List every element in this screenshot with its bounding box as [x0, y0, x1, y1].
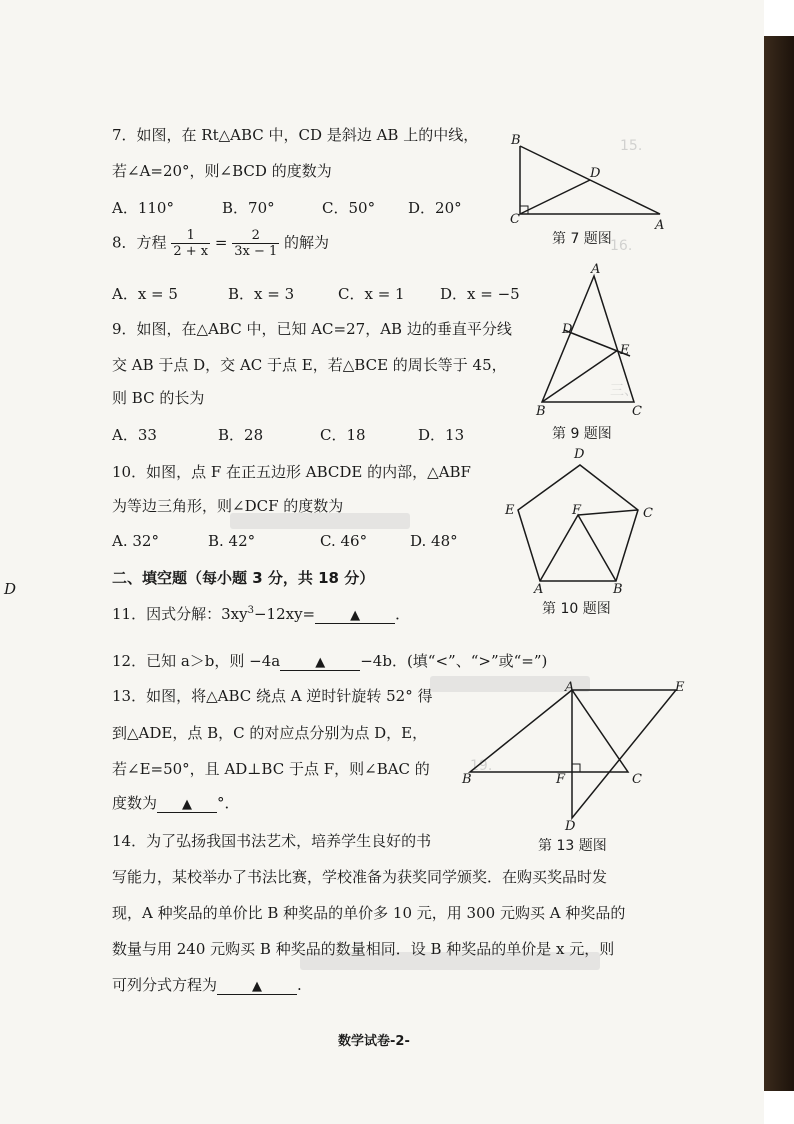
- q7-option-d: D．20°: [408, 199, 462, 217]
- q14-answer-blank[interactable]: ▲: [217, 979, 297, 995]
- q9-stem-line3: 则 BC 的长为: [112, 389, 205, 407]
- q14-stem-line2: 写能力，某校举办了书法比赛，学校准备为获奖同学颁奖．在购买奖品时发: [112, 868, 608, 886]
- q8-option-a: A．x = 5: [112, 285, 178, 303]
- q10-option-a: A. 32°: [112, 532, 159, 550]
- q7-option-a: A．110°: [112, 199, 174, 217]
- q9-option-c: C．18: [320, 426, 366, 444]
- book-spine-shadow: [764, 36, 794, 1091]
- section-fill-in-title: 二、填空题（每小题 3 分，共 18 分）: [112, 569, 375, 587]
- side-margin-mark: D: [4, 580, 17, 598]
- q9-stem-line1: 9．如图，在△ABC 中，已知 AC=27，AB 边的垂直平分线: [112, 320, 512, 338]
- q9-option-a: A．33: [112, 426, 157, 444]
- q14-stem-line3: 现，A 种奖品的单价比 B 种奖品的单价多 10 元，用 300 元购买 A 种奖品的: [112, 904, 626, 922]
- q8-stem: 8．方程 $\frac{1}{2 + x}$ = $\frac{2}{3x - 1}$ 的解为: [112, 228, 330, 259]
- q14-stem-line5: 可列分式方程为 ▲ .: [112, 976, 302, 994]
- q11-stem: 11．因式分解：$3xy^3-12xy=$ ▲ ．: [112, 605, 411, 623]
- q13-caption: 第 13 题图: [538, 838, 607, 854]
- q9-figure: [530, 268, 660, 413]
- q9-label-c: C: [632, 404, 642, 419]
- q7-option-c: C．50°: [322, 199, 376, 217]
- bleed-through-text: 15.: [620, 138, 643, 154]
- q12-answer-blank[interactable]: ▲: [280, 655, 360, 671]
- q7-label-d: D: [590, 166, 601, 181]
- q13-answer-blank[interactable]: ▲: [157, 797, 217, 813]
- q13-label-b: B: [462, 772, 472, 787]
- bleed-through-text: 19.: [470, 758, 493, 774]
- q10-option-c: C. 46°: [320, 532, 368, 550]
- q7-figure: [500, 130, 680, 235]
- q13-label-f: F: [556, 772, 566, 787]
- q13-label-c: C: [632, 772, 642, 787]
- q10-label-d: D: [574, 447, 585, 462]
- q8-fraction-right: $\frac{2}{3x - 1}$: [234, 228, 278, 259]
- q7-label-c: C: [510, 212, 520, 227]
- q12-stem: 12．已知 a＞b，则 −4a ▲ −4b．(填“<”、“>”或“=”): [112, 652, 548, 670]
- q9-stem-line2: 交 AB 于点 D，交 AC 于点 E，若△BCE 的周长等于 45，: [112, 356, 507, 374]
- bleed-through-text: 16.: [610, 238, 633, 254]
- q7-label-a: A: [655, 218, 665, 233]
- q10-stem-line1: 10．如图，点 F 在正五边形 ABCDE 的内部，△ABF: [112, 463, 471, 481]
- q7-stem-line1: 7．如图，在 Rt△ABC 中，CD 是斜边 AB 上的中线，: [112, 126, 479, 144]
- q10-option-d: D. 48°: [410, 532, 458, 550]
- q9-option-b: B．28: [218, 426, 264, 444]
- q7-stem-line2: 若∠A=20°，则∠BCD 的度数为: [112, 162, 332, 180]
- q10-label-b: B: [613, 582, 623, 597]
- q10-figure: [510, 455, 650, 590]
- q10-label-e: E: [505, 503, 515, 518]
- q10-caption: 第 10 题图: [542, 601, 611, 617]
- q13-stem-line4: 度数为 ▲ °．: [112, 794, 240, 812]
- q7-option-b: B．70°: [222, 199, 275, 217]
- q13-label-d: D: [565, 819, 576, 834]
- q10-stem-line2: 为等边三角形，则∠DCF 的度数为: [112, 497, 344, 515]
- q9-label-d: D: [562, 322, 573, 337]
- q13-stem-line1: 13．如图，将△ABC 绕点 A 逆时针旋转 52° 得: [112, 687, 433, 705]
- q7-label-b: B: [511, 133, 521, 148]
- q13-figure: [460, 682, 700, 827]
- q9-option-d: D．13: [418, 426, 465, 444]
- q8-option-b: B．x = 3: [228, 285, 295, 303]
- q10-label-a: A: [534, 582, 544, 597]
- q11-answer-blank[interactable]: ▲: [315, 608, 395, 624]
- q8-option-d: D．x = −5: [440, 285, 520, 303]
- q8-option-c: C．x = 1: [338, 285, 405, 303]
- q10-label-c: C: [643, 506, 653, 521]
- page-footer: 数学试卷-2-: [338, 1034, 410, 1049]
- q10-option-b: B. 42°: [208, 532, 256, 550]
- q13-stem-line3: 若∠E=50°，且 AD⊥BC 于点 F，则∠BAC 的: [112, 760, 430, 778]
- q13-label-a: A: [565, 680, 575, 695]
- q8-fraction-left: $\frac{1}{2 + x}$: [173, 228, 209, 259]
- q10-label-f: F: [572, 503, 582, 518]
- q13-label-e: E: [675, 680, 685, 695]
- q14-stem-line4: 数量与用 240 元购买 B 种奖品的数量相同．设 B 种奖品的单价是 x 元，则: [112, 940, 615, 958]
- q7-caption: 第 7 题图: [552, 231, 612, 247]
- q14-stem-line1: 14．为了弘扬我国书法艺术，培养学生良好的书: [112, 832, 432, 850]
- q9-caption: 第 9 题图: [552, 426, 612, 442]
- bleed-through-text: 三、: [610, 383, 638, 399]
- q9-label-a: A: [591, 262, 601, 277]
- q13-stem-line2: 到△ADE，点 B，C 的对应点分别为点 D，E，: [112, 724, 428, 742]
- q9-label-e: E: [620, 343, 630, 358]
- q9-label-b: B: [536, 404, 546, 419]
